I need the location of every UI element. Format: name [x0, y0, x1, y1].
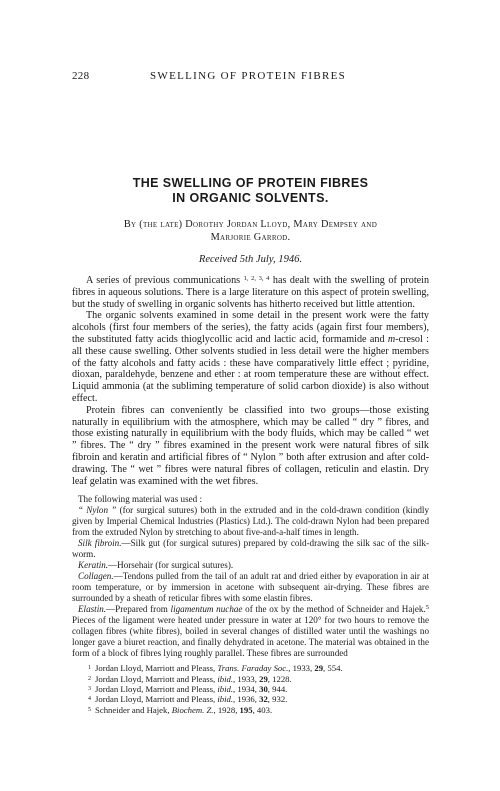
- running-head: [72, 70, 432, 84]
- materials-section: [72, 494, 429, 659]
- footnote: 4 Jordan Lloyd, Marriott and Pleass, ibid., 1936, 32, 932.: [88, 694, 288, 705]
- footnote: 5 Schneider and Hajek, Biochem. Z., 1928, 195, 403.: [88, 704, 273, 715]
- footnote: 3 Jordan Lloyd, Marriott and Pleass, ibid., 1934, 30, 944.: [88, 683, 288, 694]
- footnote: 2 Jordan Lloyd, Marriott and Pleass, ibid., 1933, 29, 1228.: [88, 673, 292, 684]
- author-byline: [72, 218, 429, 244]
- material-keratin: Keratin.—Horsehair (for surgical sutures).: [78, 560, 234, 571]
- paragraph-intro: A series of previous communications $^{1, 2, 3, 4}$ has dealt with the swelling of protein fibres in aqueous solutions. There is a large literature on this aspect of protein swelling, but the study of swelling in organic solvents has hitherto received but little attention.: [72, 275, 430, 310]
- article-content: [72, 176, 429, 715]
- reference-marks: 1, 2, 3, 4: [243, 275, 270, 282]
- paragraph-solvents: The organic solvents examined in some detail in the present work were the fatty alcohols (first four members of the series), the fatty acids (again first four members), the substituted fatty acids thioglycollic acid and lactic acid, formamide and m-cresol : all these cause swelling. Other solvents studied in less detail were the higher members of the fatty alcohols and fatty acids : these have comparatively little effect ; pyridine, dioxan, paraldehyde, benzene and ether : at room temperature these are without effect. Liquid ammonia (at the subliming temperature of solid carbon dioxide) is also without effect.: [72, 310, 429, 404]
- footnote: 1 Jordan Lloyd, Marriott and Pleass, Trans. Faraday Soc., 1933, 29, 554.: [88, 663, 343, 674]
- materials-intro: The following material was used :: [78, 494, 202, 505]
- title-line-1: THE SWELLING OF PROTEIN FIBRES: [132, 176, 369, 190]
- footnotes: [72, 663, 429, 714]
- reference-mark: 5: [425, 604, 430, 612]
- material-nylon: “ Nylon ” (for surgical sutures) both in the extruded and in the cold-drawn condition (kindly given by Imperial Chemical Industries (Plastics) Ltd.). The cold-drawn Nylon had been prepared from the extruded Nylon by stretching to about five-and-a-half times in length.: [72, 505, 430, 538]
- title-line-2: IN ORGANIC SOLVENTS.: [172, 191, 329, 205]
- material-collagen: Collagen.—Tendons pulled from the tail of an adult rat and dried either by evaporation in air at room temperature, or by immersion in acetone with subsequent air-drying. These fibres are surrounded by a sheath of reticular fibres with some elastin fibres.: [72, 571, 429, 604]
- article-title: [72, 176, 429, 206]
- article-body: [72, 275, 429, 487]
- running-title: SWELLING OF PROTEIN FIBRES: [150, 70, 347, 82]
- material-silk: Silk fibroin.—Silk gut (for surgical sutures) prepared by cold-drawing the silk sac of the silk-worm.: [72, 538, 429, 560]
- authors-line-2: Marjorie Garrod.: [210, 232, 291, 243]
- material-elastin: Elastin.—Prepared from ligamentum nuchae of the ox by the method of Schneider and Hajek.$^5$ Pieces of the ligament were heated under pressure in water at 120° for two hours to remove the collagen fibres (white fibres), boiled in several changes of distilled water until the washings no longer gave a biuret reaction, and finally dehydrated in acetone. The material was obtained in the form of a block of fibres lying roughly parallel. These fibres are surrounded: [72, 604, 430, 659]
- page-number: 228: [72, 70, 90, 82]
- authors-line-1: By (the late) Dorothy Jordan Lloyd, Mary Dempsey and: [123, 219, 378, 230]
- received-date: Received 5th July, 1946.: [198, 254, 303, 265]
- paragraph-fibre-classes: Protein fibres can conveniently be classified into two groups—those existing naturally in equilibrium with the atmosphere, which may be called “ dry ” fibres, and those existing naturally in equilibrium with the body fluids, which may be called “ wet ” fibres. The “ dry ” fibres examined in the present work were natural fibres of silk fibroin and keratin and artificial fibres of “ Nylon ” both after extrusion and after cold-drawing. The “ wet ” fibres were natural fibres of collagen, reticulin and elastin. Dry leaf gelatin was examined with the wet fibres.: [72, 404, 429, 487]
